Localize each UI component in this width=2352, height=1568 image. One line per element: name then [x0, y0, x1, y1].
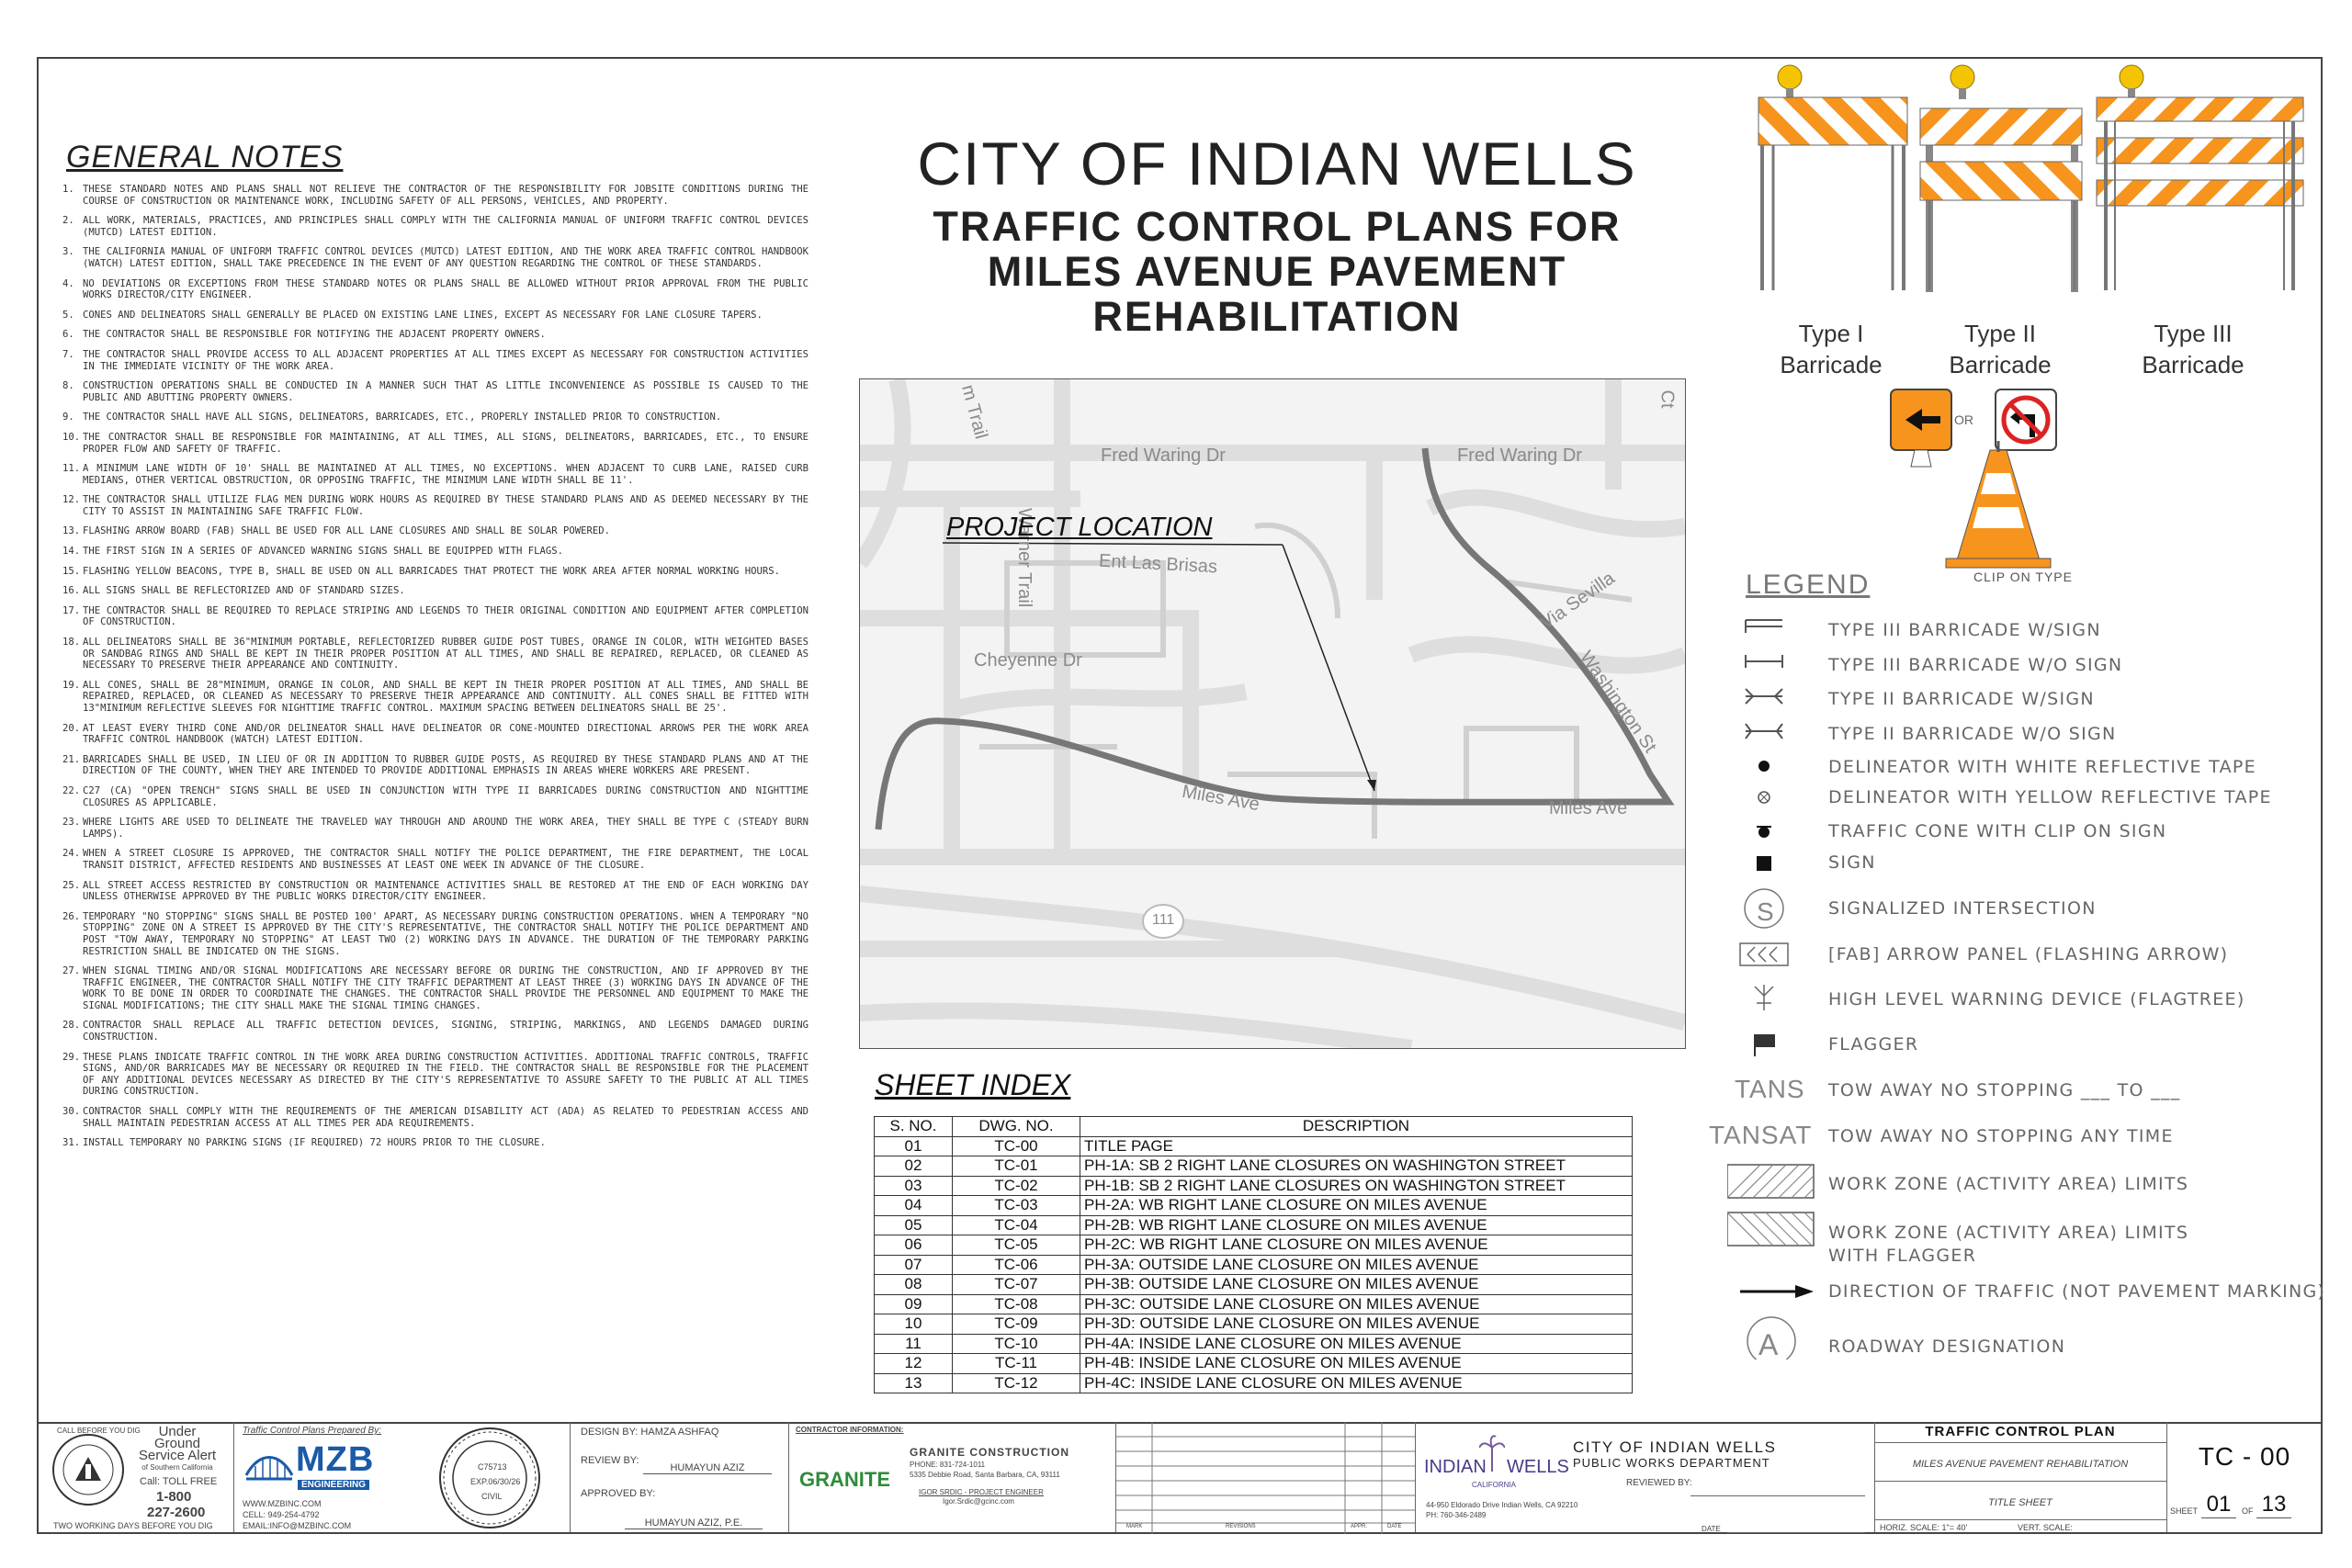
general-note — [62, 525, 808, 537]
legend-item: ROADWAY DESIGNATION — [1828, 1337, 2066, 1357]
general-note — [62, 310, 808, 321]
legend-item: WORK ZONE (ACTIVITY AREA) LIMITS — [1828, 1174, 2189, 1194]
note-text: WHERE LIGHTS ARE USED TO DELINEATE THE TRAVELED WAY THROUGH AND AROUND THE WORK AREA, THEY SHALL BE TYPE C (STEADY BURN LAMPS). — [83, 817, 808, 840]
iw-date: DATE — [1702, 1525, 1721, 1533]
plan-title-line-3: REHABILITATION — [1092, 293, 1462, 340]
note-number: 28. — [62, 1020, 81, 1032]
seal-civil: CIVIL — [481, 1492, 503, 1501]
city-title: CITY OF INDIAN WELLS — [917, 130, 1637, 197]
drawing-number-cell: TC-05 — [953, 1235, 1080, 1256]
review-by: REVIEW BY: — [581, 1455, 639, 1466]
note-number: 12. — [62, 494, 81, 506]
general-note — [62, 605, 808, 628]
note-number: 16. — [62, 585, 81, 597]
description-cell: PH-4B: INSIDE LANE CLOSURE ON MILES AVENUE — [1080, 1354, 1633, 1374]
usa-line-1: Under — [158, 1424, 197, 1439]
general-note — [62, 880, 808, 903]
map-label-fred-waring-east: Fred Waring Dr — [1457, 446, 1582, 466]
note-text: ALL STREET ACCESS RESTRICTED BY CONSTRUCTION OR MAINTENANCE ACTIVITIES SHALL BE RESTORED AT THE END OF EACH WORKING DAY UNLESS OTHERWISE APPROVED BY THE PUBLIC WORKS DIRECTOR/CITY ENGINEER. — [83, 879, 808, 903]
note-number: 19. — [62, 679, 81, 691]
note-number: 30. — [62, 1106, 81, 1118]
sheet-number-cell: 03 — [875, 1176, 953, 1196]
drawing-number-cell: TC-04 — [953, 1215, 1080, 1235]
drawing-number-cell: TC-03 — [953, 1196, 1080, 1216]
iw-phone: PH: 760-346-2489 — [1426, 1511, 1487, 1519]
general-note — [62, 463, 808, 486]
approved-by: APPROVED BY: — [581, 1488, 656, 1499]
map-label-miles-west: Miles Ave — [1180, 781, 1261, 816]
cone-with-clip-sign — [1883, 386, 2067, 570]
sheet-index-row — [875, 1294, 1633, 1314]
type-3-label-line-2: Barricade — [2142, 351, 2245, 378]
general-note — [62, 911, 808, 957]
project-location-label: PROJECT LOCATION — [946, 513, 1213, 542]
sheet-number-cell: 10 — [875, 1314, 953, 1335]
sheet-number-cell: 12 — [875, 1354, 953, 1374]
or-label: OR — [1954, 412, 1973, 427]
sheet-index-title: SHEET INDEX — [875, 1068, 1071, 1101]
description-cell: PH-3C: OUTSIDE LANE CLOSURE ON MILES AVENUE — [1080, 1294, 1633, 1314]
general-notes-title: GENERAL NOTES — [66, 140, 344, 175]
legend-symbol-tans: TANS — [1735, 1075, 1805, 1103]
usa-days: TWO WORKING DAYS BEFORE YOU DIG — [53, 1521, 213, 1530]
type-2-label-line-2: Barricade — [1949, 351, 2052, 378]
drawing-number-cell: TC-00 — [953, 1136, 1080, 1156]
note-number: 21. — [62, 753, 81, 765]
note-text: THESE PLANS INDICATE TRAFFIC CONTROL IN THE WORK AREA DURING CONSTRUCTION ACTIVITIES. ADDITIONAL TRAFFIC CONTROLS, TRAFFIC SIGNS, AND/OR BARRICADES MAY BE NECESSARY OR REQUIRED IN THE FIELD. THE CONTRACTOR SHALL BE RESPONSIBLE FOR THE PLACEMENT OF ANY ADDITIONAL DEVICES NECESSARY AS DIRECTED BY THE CITY'S REPRESENTATIVE TO ASSURE SAFETY TO THE PUBLIC AT ALL TIMES DURING CONSTRUCTION. — [83, 1051, 808, 1098]
sheet-number-cell: 08 — [875, 1275, 953, 1295]
note-text: FLASHING YELLOW BEACONS, TYPE B, SHALL BE USED ON ALL BARRICADES THAT PROTECT THE WORK AREA AFTER NORMAL WORKING HOURS. — [83, 565, 780, 577]
granite-name: GRANITE CONSTRUCTION — [910, 1446, 1069, 1459]
iw-address: 44-950 Eldorado Drive Indian Wells, CA 92210 — [1426, 1501, 1578, 1509]
map-label-ent-las-brisas: Ent Las Brisas — [1098, 550, 1218, 578]
legend-item: TYPE II BARRICADE W/SIGN — [1828, 689, 2095, 709]
note-number: 15. — [62, 565, 81, 577]
general-note — [62, 412, 808, 423]
review-name: HUMAYUN AZIZ — [643, 1462, 772, 1474]
note-number: 3. — [62, 246, 74, 258]
note-number: 10. — [62, 431, 81, 443]
legend-item: SIGN — [1828, 852, 1876, 873]
map-label-washington: Washington St — [1575, 647, 1661, 757]
legend-title: LEGEND — [1746, 570, 1871, 600]
note-text: CONES AND DELINEATORS SHALL GENERALLY BE PLACED ON EXISTING LANE LINES, EXCEPT AS NECESSARY FOR LANE CLOSURE TAPERS. — [83, 309, 763, 321]
col-dwgno: DWG. NO. — [953, 1117, 1080, 1137]
sheet-index-row — [875, 1235, 1633, 1256]
general-note — [62, 680, 808, 715]
drawing-number-cell: TC-06 — [953, 1255, 1080, 1275]
legend-item: TOW AWAY NO STOPPING ___ TO ___ — [1828, 1080, 2181, 1100]
note-text: THE CONTRACTOR SHALL BE RESPONSIBLE FOR MAINTAINING, AT ALL TIMES, ALL SIGNS, DELINEATORS, BARRICADES, ETC., TO ENSURE PROPER FLOW AND SAFETY OF TRAFFIC. — [83, 431, 808, 455]
granite-phone: PHONE: 831-724-1011 — [910, 1461, 986, 1469]
general-note — [62, 246, 808, 269]
seal-number: C75713 — [478, 1462, 507, 1472]
sheet-index-row — [875, 1275, 1633, 1295]
map-label-fred-waring-west: Fred Waring Dr — [1101, 446, 1226, 466]
note-text: ALL CONES, SHALL BE 28"MINIMUM, ORANGE IN COLOR, AND SHALL BE KEPT IN THEIR PROPER POSITION AT ALL TIMES, AND SHALL BE REPAIRED, REPLACED, OR CLEANED AS NECESSARY TO PRESERVE THEIR APPEARANCE AND CONTINUITY. ALL CONES SHALL BE FITTED WITH 13"MINIMUM REFLECTIVE SLEEVES FOR NIGHTTIME TRAFFIC CONTROL. MAXIMUM SPACING BETWEEN DELINEATORS SHALL BE 25'. — [83, 679, 808, 714]
note-number: 24. — [62, 848, 81, 860]
general-note — [62, 380, 808, 403]
map-label-via-sevilla: Via Sevilla — [1536, 568, 1619, 634]
igor-line: IGOR SRDIC - PROJECT ENGINEER — [919, 1488, 1044, 1496]
map-label-warner-trail: Warner Trail — [1014, 508, 1035, 608]
mzb-email: EMAIL:INFO@MZBINC.COM — [243, 1521, 352, 1530]
description-cell: TITLE PAGE — [1080, 1136, 1633, 1156]
palm-tree-icon — [1479, 1435, 1505, 1472]
note-text: THE CALIFORNIA MANUAL OF UNIFORM TRAFFIC CONTROL DEVICES (MUTCD) LATEST EDITION, AND THE WORK AREA TRAFFIC CONTROL HANDBOOK (WATCH) LATEST EDITION, SHALL TAKE PRECEDENCE IN THE EVENT OF ANY QUESTION REGARDING THE CONTROL OF THESE STANDARDS. — [83, 246, 808, 269]
note-text: CONTRACTOR SHALL REPLACE ALL TRAFFIC DETECTION DEVICES, SIGNING, STRIPING, MARKINGS, AND LEGENDS DAMAGED DURING CONSTRUCTION. — [83, 1020, 808, 1043]
general-note — [62, 817, 808, 840]
general-note — [62, 848, 808, 871]
vicinity-map — [859, 378, 1686, 1049]
note-text: TEMPORARY "NO STOPPING" SIGNS SHALL BE POSTED 100' APART, AS NECESSARY DURING CONSTRUCTION OPERATIONS. WHEN A TEMPORARY "NO STOPPING" ZONE ON A STREET IS APPROVED BY THE CITY'S REPRESENTATIVE, THE CONTRACTOR SHALL NOTIFY THE POLICE DEPARTMENT AND POST "TOW AWAY, TEMPORARY NO STOPPING" AT LEAST TWO (2) WORKING DAYS IN ADVANCE. THE DURATION OF THE TEMPORARY PARKING RESTRICTION SHALL BE INDICATED ON THE SIGNS. — [83, 910, 808, 957]
granite-logo: GRANITE — [799, 1468, 890, 1491]
general-note — [62, 494, 808, 517]
rev-mark: MARK — [1126, 1524, 1143, 1529]
sheet-index-row — [875, 1176, 1633, 1196]
type-3-barricade — [2097, 65, 2303, 290]
sheet-label: SHEET — [2170, 1506, 2199, 1516]
note-text: AT LEAST EVERY THIRD CONE AND/OR DELINEATOR SHALL HAVE DELINEATOR OR CONE-MOUNTED DIRECTIONAL ARROWS PER THE WORK AREA TRAFFIC CONTROL HANDBOOK (WATCH) LATEST EDITION. — [83, 722, 808, 746]
general-note — [62, 1020, 808, 1043]
note-text: THE CONTRACTOR SHALL UTILIZE FLAG MEN DURING WORK HOURS AS REQUIRED BY THESE STANDARD PLANS AND AS DEEMED NECESSARY BY THE CITY TO ASSIST IN MAINTAINING SAFE TRAFFIC FLOW. — [83, 494, 808, 517]
indian-wells-logo-c: CALIFORNIA — [1472, 1481, 1517, 1489]
legend-item: TYPE II BARRICADE W/O SIGN — [1828, 724, 2117, 744]
tcp-label: TRAFFIC CONTROL PLAN — [1925, 1424, 2116, 1439]
general-note — [62, 1137, 808, 1149]
legend-item: TYPE III BARRICADE W/O SIGN — [1828, 655, 2123, 675]
legend-symbol-s: S — [1757, 897, 1774, 926]
note-number: 29. — [62, 1051, 81, 1063]
general-note — [62, 754, 808, 777]
sheet-total: 13 — [2256, 1492, 2291, 1518]
legend-symbol-a: A — [1758, 1328, 1779, 1361]
type-3-label-line-1: Type III — [2154, 320, 2233, 347]
usa-call: Call: TOLL FREE — [140, 1476, 218, 1487]
mzb-engineering: ENGINEERING — [298, 1480, 369, 1490]
legend-item: WITH FLAGGER — [1828, 1246, 1977, 1266]
general-note — [62, 329, 808, 341]
indian-wells-logo-a: INDIAN — [1424, 1457, 1487, 1477]
legend-item: FLAGGER — [1828, 1034, 1919, 1055]
note-number: 17. — [62, 604, 81, 616]
legend-item: HIGH LEVEL WARNING DEVICE (FLAGTREE) — [1828, 989, 2245, 1010]
note-text: WHEN A STREET CLOSURE IS APPROVED, THE CONTRACTOR SHALL NOTIFY THE POLICE DEPARTMENT, THE FIRE DEPARTMENT, THE LOCAL TRANSIT DISTRICT, AFFECTED RESIDENTS AND BUSINESSES AT LEAST ONE WEEK IN ADVANCE OF THE CLOSURE. — [83, 848, 808, 871]
general-note — [62, 566, 808, 578]
note-number: 7. — [62, 348, 74, 360]
legend-item: TRAFFIC CONE WITH CLIP ON SIGN — [1828, 821, 2167, 841]
note-text: CONSTRUCTION OPERATIONS SHALL BE CONDUCTED IN A MANNER SUCH THAT AS LITTLE INCONVENIENCE AS POSSIBLE IS CAUSED TO THE PUBLIC AND ABUTTING PROPERTY OWNERS. — [83, 380, 808, 403]
legend-item: DELINEATOR WITH WHITE REFLECTIVE TAPE — [1828, 757, 2256, 777]
note-text: ALL SIGNS SHALL BE REFLECTORIZED AND OF STANDARD SIZES. — [83, 585, 405, 597]
description-cell: PH-3B: OUTSIDE LANE CLOSURE ON MILES AVENUE — [1080, 1275, 1633, 1295]
note-number: 25. — [62, 879, 81, 891]
map-background — [860, 379, 1685, 1048]
project-name: MILES AVENUE PAVEMENT REHABILITATION — [1912, 1459, 2129, 1470]
note-number: 22. — [62, 784, 81, 796]
drawing-number-cell: TC-02 — [953, 1176, 1080, 1196]
general-note — [62, 184, 808, 207]
general-note — [62, 585, 808, 597]
iw-dept: PUBLIC WORKS DEPARTMENT — [1573, 1456, 1770, 1470]
drawing-number-cell: TC-08 — [953, 1294, 1080, 1314]
general-note — [62, 965, 808, 1011]
note-number: 4. — [62, 277, 74, 289]
legend-item: WORK ZONE (ACTIVITY AREA) LIMITS — [1828, 1223, 2189, 1243]
map-label-cheyenne: Cheyenne Dr — [974, 650, 1082, 671]
sheet-index-row — [875, 1334, 1633, 1354]
note-text: WHEN SIGNAL TIMING AND/OR SIGNAL MODIFICATIONS ARE NECESSARY BEFORE OR DURING THE CONSTRUCTION, AND IF APPROVED BY THE TRAFFIC ENGINEER, THE CONTRACTOR SHALL NOTIFY THE CITY TRAFFIC DEPARTMENT AT LEAST THREE (3) WORKING DAYS IN ADVANCE OF THE WORK TO BE DONE IN ORDER TO COORDINATE THE CHANGES. THE CONTRACTOR SHALL PROVIDE THE PERSONNEL AND EQUIPMENT TO MAKE THE SIGNAL MODIFICATIONS; THE CITY SHALL MAKE THE SIGNAL TIMING CHANGES. — [83, 965, 808, 1011]
type-1-barricade — [1758, 65, 1907, 290]
note-text: THESE STANDARD NOTES AND PLANS SHALL NOT RELIEVE THE CONTRACTOR OF THE RESPONSIBILITY FOR JOBSITE CONDITIONS DURING THE COURSE OF CONSTRUCTION OR MAINTENANCE WORK, INCLUDING SAFETY OF ALL PERSONS, VEHICLES, AND PROPERTY. — [83, 184, 808, 207]
iw-city: CITY OF INDIAN WELLS — [1573, 1438, 1777, 1456]
general-note — [62, 723, 808, 746]
description-cell: PH-3A: OUTSIDE LANE CLOSURE ON MILES AVENUE — [1080, 1255, 1633, 1275]
description-cell: PH-4A: INSIDE LANE CLOSURE ON MILES AVENUE — [1080, 1334, 1633, 1354]
sheet-number-cell: 07 — [875, 1255, 953, 1275]
note-number: 13. — [62, 525, 81, 537]
sheet-title: TITLE SHEET — [1988, 1497, 2052, 1508]
map-label-highway: 111 — [1152, 912, 1175, 928]
usa-line-2: Ground — [153, 1436, 201, 1451]
legend-item: DELINEATOR WITH YELLOW REFLECTIVE TAPE — [1828, 787, 2272, 807]
granite-address: 5335 Debbie Road, Santa Barbara, CA, 93111 — [910, 1471, 1060, 1479]
note-text: THE CONTRACTOR SHALL PROVIDE ACCESS TO ALL ADJACENT PROPERTIES AT ALL TIMES EXCEPT AS NECESSARY FOR CONSTRUCTION ACTIVITIES IN THE IMMEDIATE VICINITY OF THE WORK AREA. — [83, 348, 808, 372]
note-number: 27. — [62, 965, 81, 977]
legend-item: DIRECTION OF TRAFFIC (NOT PAVEMENT MARKING) — [1828, 1281, 2326, 1302]
note-number: 20. — [62, 722, 81, 734]
rev-appr: APPR. — [1351, 1524, 1368, 1529]
note-text: ALL DELINEATORS SHALL BE 36"MINIMUM PORTABLE, REFLECTORIZED RUBBER GUIDE POST TUBES, ORANGE IN COLOR, WITH WEIGHTED BASES OR SANDBAG RINGS AND SHALL BE KEPT IN THEIR PROPER POSITION AT ALL TIMES, AND SHALL BE REPAIRED, REPLACED, OR CLEANED AS NECESSARY TO PRESERVE THEIR APPEARANCE AND CONTINUITY. — [83, 637, 808, 671]
note-text: THE CONTRACTOR SHALL HAVE ALL SIGNS, DELINEATORS, BARRICADES, ETC., PROPERLY INSTALLED PRIOR TO CONSTRUCTION. — [83, 412, 722, 423]
note-text: THE CONTRACTOR SHALL BE REQUIRED TO REPLACE STRIPING AND LEGENDS TO THEIR ORIGINAL CONDITION AND EQUIPMENT AFTER COMPLETION OF CONSTRUCTION. — [83, 604, 808, 628]
horiz-scale: HORIZ. SCALE: 1"= 40' — [1880, 1523, 1968, 1532]
note-text: A MINIMUM LANE WIDTH OF 10' SHALL BE MAINTAINED AT ALL TIMES, NO EXCEPTIONS. WHEN ADJACENT TO CURB LANE, RAISED CURB MEDIANS, OTHER VERTICAL OBSTRUCTION, OR OPPOSING TRAFFIC, THE MINIMUM LANE WIDTH SHALL BE 11'. — [83, 463, 808, 486]
mzb-bridge-icon — [244, 1444, 294, 1486]
rev-date: DATE — [1387, 1524, 1402, 1529]
description-cell: PH-2A: WB RIGHT LANE CLOSURE ON MILES AVENUE — [1080, 1196, 1633, 1216]
usa-ring-text: CALL BEFORE YOU DIG — [57, 1427, 141, 1435]
description-cell: PH-1B: SB 2 RIGHT LANE CLOSURES ON WASHINGTON STREET — [1080, 1176, 1633, 1196]
barricade-illustrations — [1746, 61, 2306, 299]
general-note — [62, 349, 808, 372]
iw-reviewed-by: REVIEWED BY: — [1626, 1478, 1692, 1488]
indian-wells-logo-b: WELLS — [1507, 1457, 1569, 1477]
map-label-miles-east: Miles Ave — [1549, 798, 1628, 818]
sheet-number-cell: 11 — [875, 1334, 953, 1354]
usa-line-4: of Southern California — [141, 1463, 213, 1472]
note-text: NO DEVIATIONS OR EXCEPTIONS FROM THESE STANDARD NOTES OR PLANS SHALL BE ALLOWED WITHOUT PRIOR APPROVAL FROM THE PUBLIC WORKS DIRECTOR/CITY ENGINEER. — [83, 277, 808, 301]
note-text: INSTALL TEMPORARY NO PARKING SIGNS (IF REQUIRED) 72 HOURS PRIOR TO THE CLOSURE. — [83, 1137, 546, 1149]
note-number: 2. — [62, 215, 74, 227]
sheet-number-cell: 13 — [875, 1373, 953, 1393]
sheet-index-row — [875, 1354, 1633, 1374]
usa-text — [136, 1426, 219, 1473]
usa-line-3: Service Alert — [138, 1448, 217, 1463]
sheet-index-row — [875, 1136, 1633, 1156]
note-number: 31. — [62, 1137, 81, 1149]
note-text: THE CONTRACTOR SHALL BE RESPONSIBLE FOR NOTIFYING THE ADJACENT PROPERTY OWNERS. — [83, 329, 546, 341]
map-label-trail: m Trail — [957, 382, 991, 442]
of-label: OF — [2242, 1506, 2254, 1516]
note-number: 9. — [62, 412, 74, 423]
type-1-label-line-1: Type I — [1798, 320, 1864, 347]
sheet-index-row — [875, 1196, 1633, 1216]
col-sno: S. NO. — [875, 1117, 953, 1137]
sheet-number-cell: 02 — [875, 1156, 953, 1177]
sheet-index-row — [875, 1314, 1633, 1335]
description-cell: PH-4C: INSIDE LANE CLOSURE ON MILES AVENUE — [1080, 1373, 1633, 1393]
sheet-index-row — [875, 1215, 1633, 1235]
contractor-info-label: CONTRACTOR INFORMATION: — [796, 1426, 904, 1434]
sheet-number-cell: 05 — [875, 1215, 953, 1235]
general-note — [62, 785, 808, 808]
note-number: 14. — [62, 546, 81, 558]
igor-email: Igor.Srdic@gcinc.com — [943, 1497, 1014, 1506]
note-number: 23. — [62, 817, 81, 829]
usa-number-1: 1-800 — [156, 1489, 192, 1505]
drawing-number: TC - 00 — [2198, 1442, 2291, 1471]
approved-name: HUMAYUN AZIZ, P.E. — [625, 1517, 763, 1529]
sheet-index-row — [875, 1255, 1633, 1275]
col-description: DESCRIPTION — [1080, 1117, 1633, 1137]
clip-on-type-label: CLIP ON TYPE — [1973, 570, 2073, 584]
drawing-number-cell: TC-11 — [953, 1354, 1080, 1374]
description-cell: PH-2C: WB RIGHT LANE CLOSURE ON MILES AVENUE — [1080, 1235, 1633, 1256]
general-note — [62, 278, 808, 301]
sheet-index-table — [874, 1116, 1633, 1393]
sheet-number-cell: 04 — [875, 1196, 953, 1216]
drawing-number-cell: TC-10 — [953, 1334, 1080, 1354]
sheet-index-row — [875, 1373, 1633, 1393]
legend-item: TYPE III BARRICADE W/SIGN — [1828, 620, 2101, 640]
plan-title-line-1: TRAFFIC CONTROL PLANS FOR — [933, 203, 1622, 250]
mzb-cell: CELL: 949-254-4792 — [243, 1510, 320, 1519]
general-notes-list — [62, 184, 808, 1157]
note-number: 8. — [62, 380, 74, 392]
legend-item: SIGNALIZED INTERSECTION — [1828, 898, 2097, 919]
drawing-number-cell: TC-01 — [953, 1156, 1080, 1177]
legend-symbols — [1727, 606, 1828, 1359]
plan-title-line-2: MILES AVENUE PAVEMENT — [987, 248, 1567, 295]
sheet-number-cell: 06 — [875, 1235, 953, 1256]
description-cell: PH-3D: OUTSIDE LANE CLOSURE ON MILES AVENUE — [1080, 1314, 1633, 1335]
note-number: 6. — [62, 329, 74, 341]
general-note — [62, 637, 808, 671]
general-note — [62, 546, 808, 558]
note-number: 1. — [62, 184, 74, 195]
type-2-label-line-1: Type II — [1963, 320, 2037, 347]
note-text: C27 (CA) "OPEN TRENCH" SIGNS SHALL BE USED IN CONJUNCTION WITH TYPE II BARRICADES DURING CONSTRUCTION AND NIGHTTIME CLOSURES AS APPLICABLE. — [83, 784, 808, 808]
plan-title — [864, 204, 1690, 339]
type-2-label — [1931, 318, 2069, 380]
note-text: FLASHING ARROW BOARD (FAB) SHALL BE USED FOR ALL LANE CLOSURES AND SHALL BE SOLAR POWERED. — [83, 525, 611, 537]
note-number: 11. — [62, 463, 81, 475]
legend-item: [FAB] ARROW PANEL (FLASHING ARROW) — [1828, 944, 2229, 964]
map-label-ct: Ct — [1657, 389, 1678, 409]
note-text: CONTRACTOR SHALL COMPLY WITH THE REQUIREMENTS OF THE AMERICAN DISABILITY ACT (ADA) AS RELATED TO PEDESTRIAN ACCESS AND SHALL MAINTAIN PEDESTRIAN ACCESS AT ALL TIMES PER ADA REQUIREMENTS. — [83, 1106, 808, 1129]
prepared-by: Traffic Control Plans Prepared By: — [243, 1426, 381, 1436]
type-3-label — [2124, 318, 2262, 380]
note-number: 18. — [62, 637, 81, 649]
type-1-label-line-2: Barricade — [1780, 351, 1883, 378]
general-note — [62, 432, 808, 455]
general-note — [62, 1106, 808, 1129]
revisions-grid — [1115, 1422, 1415, 1534]
seal-expiry: EXP.06/30/26 — [470, 1477, 521, 1486]
legend-item: TOW AWAY NO STOPPING ANY TIME — [1828, 1126, 2174, 1146]
sheet-number: 01 — [2201, 1492, 2236, 1518]
note-number: 26. — [62, 910, 81, 922]
drawing-number-cell: TC-12 — [953, 1373, 1080, 1393]
usa-number-2: 227-2600 — [147, 1505, 206, 1520]
note-text: ALL WORK, MATERIALS, PRACTICES, AND PRINCIPLES SHALL COMPLY WITH THE CALIFORNIA MANUAL OF UNIFORM TRAFFIC CONTROL DEVICES (MUTCD) LATEST EDITION. — [83, 215, 808, 238]
usa-dig-alert-logo — [51, 1433, 125, 1506]
note-number: 5. — [62, 309, 74, 321]
type-1-label — [1762, 318, 1900, 380]
sheet-index-row — [875, 1156, 1633, 1177]
drawing-number-cell: TC-09 — [953, 1314, 1080, 1335]
drawing-number-cell: TC-07 — [953, 1275, 1080, 1295]
type-2-barricade — [1920, 65, 2082, 292]
rev-revisions: REVISIONS — [1226, 1524, 1256, 1529]
general-note — [62, 1052, 808, 1098]
note-text: THE FIRST SIGN IN A SERIES OF ADVANCED WARNING SIGNS SHALL BE EQUIPPED WITH FLAGS. — [83, 546, 563, 558]
note-text: BARRICADES SHALL BE USED, IN LIEU OF OR IN ADDITION TO RUBBER GUIDE POSTS, AS REQUIRED BY THESE STANDARD PLANS AND AT THE DIRECTION OF THE COUNTY, WHEN THEY ARE INTENDED TO PROVIDE ADDITIONAL EMPHASIS IN AREAS WHERE WORKERS ARE PRESENT. — [83, 753, 808, 777]
design-by: DESIGN BY: HAMZA ASHFAQ — [581, 1427, 719, 1438]
legend-symbol-tansat: TANSAT — [1709, 1121, 1813, 1149]
mzb-logo: MZB — [296, 1440, 375, 1479]
description-cell: PH-2B: WB RIGHT LANE CLOSURE ON MILES AVENUE — [1080, 1215, 1633, 1235]
mzb-web: WWW.MZBINC.COM — [243, 1499, 322, 1508]
vert-scale: VERT. SCALE: — [2018, 1523, 2073, 1532]
general-note — [62, 215, 808, 238]
sheet-number-cell: 01 — [875, 1136, 953, 1156]
description-cell: PH-1A: SB 2 RIGHT LANE CLOSURES ON WASHINGTON STREET — [1080, 1156, 1633, 1177]
sheet-number-cell: 09 — [875, 1294, 953, 1314]
